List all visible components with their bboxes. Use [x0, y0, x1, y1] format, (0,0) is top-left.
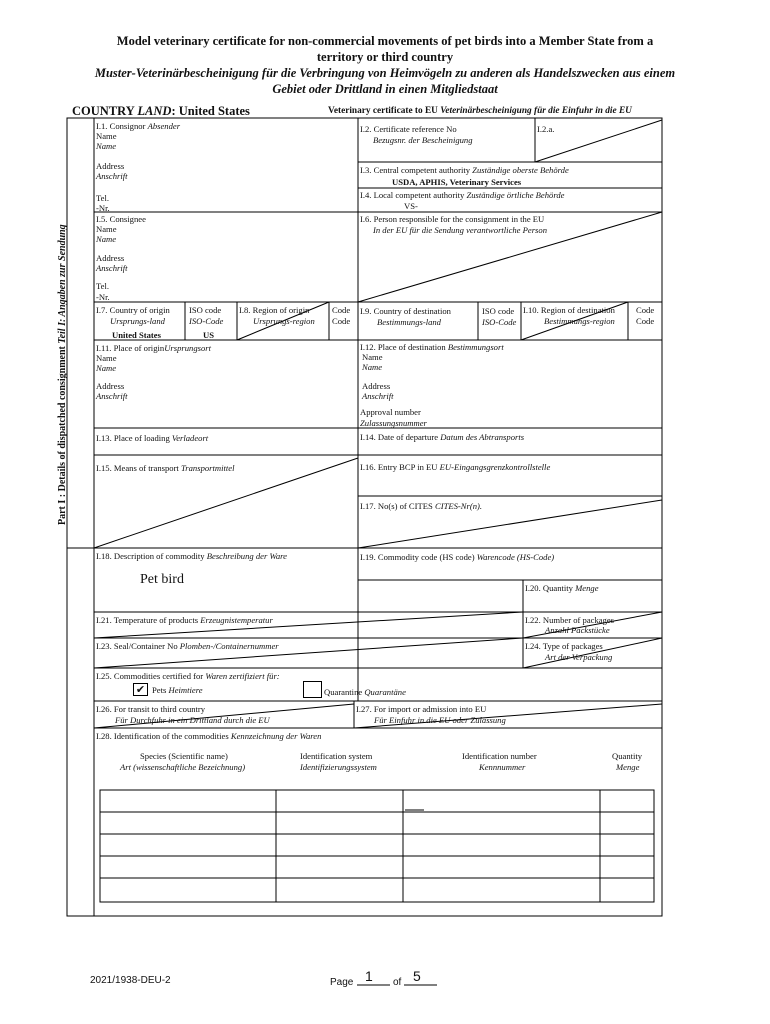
consignee-tel-label-de: -Nr.	[96, 292, 110, 302]
iso-code-label: ISO code	[189, 305, 222, 315]
field-i24-de: Art der Verpackung	[545, 652, 613, 662]
field-i22-de: Anzahl Packstücke	[545, 625, 610, 635]
title-de-line-1: Muster-Veterinärbescheinigung für die Verbringung von Heimvögeln zu anderen als Handelszwecken aus einem	[94, 66, 676, 80]
dest-iso-label-de: ISO-Code	[482, 317, 517, 327]
eu-cert-en: Veterinary certificate to EU	[328, 106, 438, 116]
field-i8-de: Ursprungs-region	[253, 316, 315, 326]
field-i24: I.24. Type of packages	[525, 641, 603, 651]
dest-address-label: Address	[362, 381, 391, 391]
field-i26: I.26. For transit to third country	[96, 704, 206, 714]
field-i2a: I.2.a.	[537, 124, 555, 134]
consignee-address-label: Address	[96, 253, 125, 263]
eu-cert-de: Veterinärbescheinigung für die Einfuhr in die EU	[440, 106, 632, 116]
approval-number-label-de: Zulassungsnummer	[360, 418, 427, 428]
consignee-name-label: Name	[96, 224, 117, 234]
field-i8: I.8. Region of origin	[239, 305, 310, 315]
field-i28: I.28. Identification of the commodities Kennzeichnung der Waren	[96, 731, 322, 741]
field-i18: I.18. Description of commodity Beschreibung der Ware	[96, 551, 287, 561]
id-system-column-header-de: Identifizierungssystem	[300, 762, 377, 772]
country-of-origin-value: United States	[112, 330, 161, 340]
quantity-column-header: Quantity	[612, 751, 643, 761]
quarantine-label: Quarantine Quarantäne	[324, 687, 406, 697]
footer-document-code: 2021/1938-DEU-2	[90, 975, 171, 986]
field-i11: I.11. Place of originUrsprungsort	[96, 343, 211, 353]
dest-name-label-de: Name	[362, 362, 383, 372]
field-i10: I.10. Region of destination	[523, 305, 615, 315]
consignor-address-label-de: Anschrift	[96, 171, 128, 181]
footer-page-total: 5	[413, 968, 421, 984]
footer-page-number: 1	[365, 968, 373, 984]
central-authority-value: USDA, APHIS, Veterinary Services	[392, 177, 522, 187]
field-i9: I.9. Country of destination	[360, 306, 451, 316]
field-i21: I.21. Temperature of products Erzeugnistemperatur	[96, 615, 273, 625]
footer-of-label: of	[393, 977, 402, 988]
id-number-column-header: Identification number	[462, 751, 537, 761]
field-i27-de: Für Einfuhr in die EU oder Zulassung	[374, 715, 506, 725]
field-i26-de: Für Durchfuhr in ein Drittland durch die EU	[115, 715, 270, 725]
pets-label: Pets Heimtiere	[152, 685, 203, 695]
species-column-header: Species (Scientific name)	[140, 751, 228, 761]
dest-iso-label: ISO code	[482, 306, 515, 316]
field-i23: I.23. Seal/Container No Plomben-/Containernummer	[96, 641, 279, 651]
footer-page-label: Page	[330, 977, 354, 988]
side-label-en: Part I : Details of dispatched consignment	[57, 346, 68, 525]
title-de-line-2: Gebiet oder Drittland in einen Mitgliedstaat	[272, 82, 498, 96]
field-i25: I.25. Commodities certified for Waren zertifiziert für:	[96, 671, 280, 681]
field-i3: I.3. Central competent authority Zuständige oberste Behörde	[360, 165, 569, 175]
field-i5: I.5. Consignee	[96, 214, 146, 224]
consignor-address-label: Address	[96, 161, 125, 171]
quantity-column-header-de: Menge	[616, 762, 640, 772]
pets-checkbox[interactable]: ✔	[133, 683, 148, 696]
field-i7: I.7. Country of origin	[96, 305, 170, 315]
field-i9-de: Bestimmungs-land	[377, 317, 441, 327]
origin-name-label-de: Name	[96, 363, 117, 373]
id-system-column-header: Identification system	[300, 751, 373, 761]
side-label-de: Teil I: Angaben zur Sendung	[57, 224, 68, 344]
field-i12: I.12. Place of destination Bestimmungsort	[360, 342, 504, 352]
title-en-line-2: territory or third country	[316, 50, 454, 64]
field-i6-de: In der EU für die Sendung verantwortliche Person	[373, 225, 547, 235]
region-code-label-de: Code	[332, 316, 351, 326]
field-i22: I.22. Number of packages	[525, 615, 615, 625]
region-code-label: Code	[332, 305, 351, 315]
dest-address-label-de: Anschrift	[362, 391, 394, 401]
species-column-header-de: Art (wissenschaftliche Bezeichnung)	[120, 762, 246, 772]
iso-code-label-de: ISO-Code	[189, 316, 224, 326]
id-number-column-header-de: Kennnummer	[479, 762, 526, 772]
field-i4: I.4. Local competent authority Zuständige örtliche Behörde	[360, 190, 565, 200]
field-i17: I.17. No(s) of CITES CITES-Nr(n).	[360, 501, 482, 511]
field-i14: I.14. Date of departure Datum des Abtransports	[360, 432, 525, 442]
field-i16: I.16. Entry BCP in EU EU-Eingangsgrenzkontrollstelle	[360, 462, 551, 472]
country-label-de: LAND	[137, 104, 172, 118]
consignee-tel-label: Tel.	[96, 281, 109, 291]
form-outer-border	[67, 118, 662, 916]
country-value: : United States	[171, 104, 250, 118]
origin-name-label: Name	[96, 353, 117, 363]
origin-address-label: Address	[96, 381, 125, 391]
consignor-tel-label-de: -Nr.	[96, 203, 110, 213]
consignee-name-label-de: Name	[96, 234, 117, 244]
field-i19: I.19. Commodity code (HS code) Warencode (HS-Code)	[360, 552, 555, 562]
consignee-address-label-de: Anschrift	[96, 263, 128, 273]
commodity-description-value: Pet bird	[140, 572, 184, 587]
consignor-name-label: Name	[96, 131, 117, 141]
field-i7-de: Ursprungs-land	[110, 316, 165, 326]
field-i27: I.27. For import or admission into EU	[356, 704, 487, 714]
quarantine-checkbox[interactable]	[303, 681, 322, 698]
field-i20: I.20. Quantity Menge	[525, 583, 599, 593]
dest-code-label: Code	[636, 305, 655, 315]
origin-address-label-de: Anschrift	[96, 391, 128, 401]
field-i15: I.15. Means of transport Transportmittel	[96, 463, 235, 473]
iso-code-value: US	[203, 330, 214, 340]
dest-code-label-de: Code	[636, 316, 655, 326]
title-en-line-1: Model veterinary certificate for non-commercial movements of pet birds into a Member State from a	[116, 34, 654, 48]
field-i1: I.1. Consignor Absender	[96, 121, 181, 131]
field-i6: I.6. Person responsible for the consignment in the EU	[360, 214, 545, 224]
consignor-tel-label: Tel.	[96, 193, 109, 203]
field-i13: I.13. Place of loading Verladeort	[96, 433, 209, 443]
consignor-name-label-de: Name	[96, 141, 117, 151]
approval-number-label: Approval number	[360, 407, 421, 417]
dest-name-label: Name	[362, 352, 383, 362]
field-i10-de: Bestimmungs-region	[544, 316, 615, 326]
field-i2-de: Bezugsnr. der Bescheinigung	[373, 135, 473, 145]
field-i2: I.2. Certificate reference No	[360, 124, 457, 134]
country-label: COUNTRY	[72, 104, 135, 118]
local-authority-value: VS-	[404, 201, 418, 211]
identification-table	[100, 790, 654, 902]
